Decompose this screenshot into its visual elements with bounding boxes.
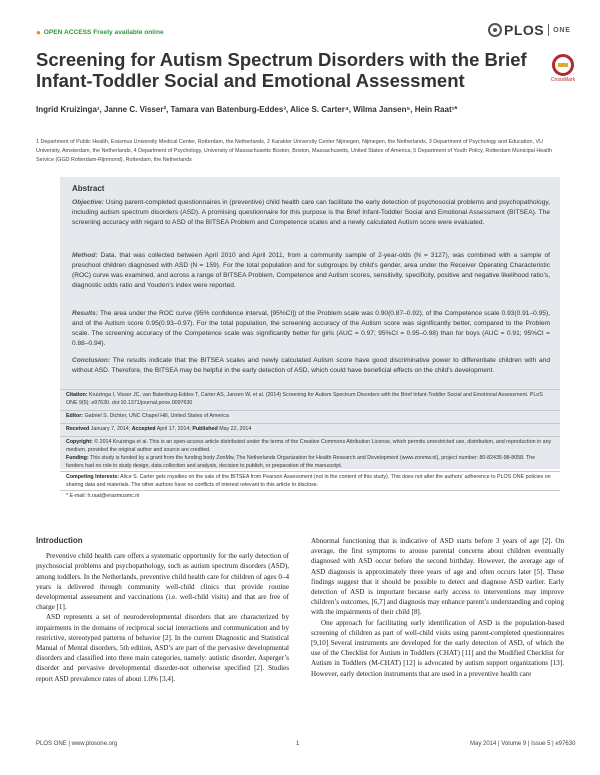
citation: [66, 392, 554, 407]
body-column-left: [36, 536, 289, 684]
published-date: May 22, 2014: [219, 426, 252, 432]
divider: [60, 389, 560, 390]
editor-text: Gabriel S. Dichter, UNC Chapel Hill, United States of America: [84, 413, 229, 419]
divider: [60, 423, 560, 424]
funding-label: Funding:: [66, 455, 89, 461]
body-paragraph: Preventive child health care offers a systematic opportunity for the early detection of psychosocial problems and psychopathology, such as autism spectrum disorders (ASD), among toddlers. In the Netherlands, preventive child health care for children of ages 0–4 years is delivered through community well-child clinics that provide routine developmental assessment and vaccinations (i.e. well-child visits) and that are free of charge [1].: [36, 552, 289, 612]
competing-text: Alice S. Carter gets royalties on the sale of the BITSEA from Pearson Assessment (not in the content of this study). This does not alter the authors’ adherence to PLOS ONE policies on sharing data and materials. The other authors have no conflicts of interest relevant to this article to disclose.: [66, 474, 551, 488]
accepted-date: April 17, 2014;: [156, 426, 191, 432]
results-label: Results:: [72, 310, 99, 317]
crossmark-icon: [552, 54, 574, 76]
received-label: Received: [66, 426, 90, 432]
footer-journal: PLOS ONE | www.plosone.org: [36, 741, 118, 747]
copyright-label: Copyright:: [66, 439, 93, 445]
open-access-icon: ●: [36, 28, 41, 37]
body-paragraph: ASD represents a set of neurodevelopmental disorders that are characterized by impairments in the domains of reciprocal social interactions and communication and by restrictive, stereotyped patterns of behavior [2]. In the current Diagnostic and Statistical Manual of Mental disorders, 5th edition, ASD’s are part of the pervasive developmental disorders and classified into three main categories, namely: autistic disorder, Asperger’s disorder and pervasive developmental disorder-not otherwise specified [2]. Studies report ASD prevalence rates of about 1.0% [3,4].: [36, 613, 289, 683]
results-text: The area under the ROC curve (95% confidence interval, [95%CI]) of the Problem scale was 0.90(0.87–0.92), of the Competence scale 0.93(0.91–0.95), and of the Autism score 0.95(0.93–0.97). For the total population, the screening accuracy of the Autism score was significantly better, compared to the Problem scale. The screening accuracy of the Competence scale was significantly better for girls (AUC = 0.97; 95%CI = 0.95–0.98) than for boys (AUC = 0.91; 95%CI = 0.88–0.94).: [72, 310, 550, 347]
conclusion-label: Conclusion:: [72, 357, 111, 364]
copyright: [66, 439, 554, 454]
introduction-heading: Introduction: [36, 536, 83, 545]
competing-label: Competing Interests:: [66, 474, 119, 480]
abstract-method: [72, 251, 550, 291]
abstract-heading: Abstract: [72, 184, 105, 193]
copyright-text: © 2014 Kruizinga et al. This is an open-access article distributed under the terms of the Creative Commons Attribution License, which permits unrestricted use, distribution, and reproduction in any medium, provided the original author and source are credited.: [66, 439, 552, 453]
funding-text: This study is funded by a grant from the funding body ZonMw, The Netherlands Organization for Health Research and Development (www.zonmw.nl), project number: 80-82435-98-8058. The funders had no role in study design, data collection and analysis, decision to publish, or preparation of the manuscript.: [66, 455, 536, 469]
crossmark-label: CrossMark: [550, 77, 576, 83]
abstract-results: [72, 309, 550, 349]
published-label: Published: [192, 426, 218, 432]
journal-logo-sub: ONE: [553, 26, 571, 34]
crossmark-badge[interactable]: [548, 54, 578, 83]
footer-issue: May 2014 | Volume 9 | Issue 5 | e97630: [470, 741, 576, 747]
corresponding-email[interactable]: * E-mail: h.raat@erasmusmc.nl: [66, 493, 140, 499]
body-paragraph: Abnormal functioning that is indicative of ASD starts before 3 years of age [2]. On average, the first symptoms to arouse parental concerns about children eventually diagnosed with ASD occur before the second birthday. However, the average age of ASD diagnosis is approximately three years of age and often occurs later [5]. These findings suggest that it should be possible to detect and diagnose ASD earlier. Early detection of ASD is important because early access to interventions may improve children’s outcomes, [6,7] and diagnosis may enhance parent’s understanding and coping with the impairments of their child [8].: [311, 537, 564, 617]
body-paragraph: One approach for facilitating early identification of ASD is the population-based screening of children as part of well-child visits using parent-completed questionnaires [9,10] Several instruments are developed for the early detection of ASD, of which the use of the Checklist for Autism in Toddlers (CHAT) [11] and the Modified Checklist for Autism in Toddlers (M-CHAT) [12] is advocated by autism support organizations [13]. However, early detection instruments that are used in a preventive health care: [311, 618, 564, 678]
affiliations: 1 Department of Public Health, Erasmus University Medical Center, Rotterdam, the Netherlands, 2 Karakter University Center Nijmegen, Nijmegen, the Netherlands, 3 Department of Psychology and Education, VU University, Amsterdam, the Netherlands, 4 Department of Psychology, University of Massachusetts Boston, Boston, Massachusetts, United States of America, 5 Department of Youth Policy, Rotterdam Municipal Health Service (GGD Rotterdam-Rijnmond), Rotterdam, the Netherlands: [36, 139, 552, 163]
citation-label: Citation:: [66, 392, 88, 398]
page-number: 1: [296, 741, 300, 747]
journal-logo: [488, 22, 571, 38]
editor: [66, 413, 554, 421]
received-date: January 7, 2014;: [90, 426, 131, 432]
logo-divider: [548, 24, 549, 36]
objective-text: Using parent-completed questionnaires in (preventive) child health care can facilitate the early detection of psychosocial problems and psychopathology, including autism spectrum disorders (ASD). A promising questionnaire for this purpose is the Brief Infant-Toddler Social and Emotional Assessment (BITSEA). The screening accuracy with regard to ASD of the BITSEA Problem and Competence scales and a newly calculated Autism score were evaluated.: [72, 199, 550, 226]
abstract-objective: [72, 198, 550, 228]
divider: [60, 490, 560, 491]
conclusion-text: The results indicate that the BITSEA scales and newly calculated Autism score have good discriminative power to differentiate children with and without ASD. Therefore, the BITSEA may be helpful in the early detection of ASD, which could have beneficial effects on the child’s development.: [72, 357, 550, 374]
objective-label: Objective:: [72, 199, 104, 206]
body-column-right: [311, 536, 564, 679]
author-list: Ingrid Kruizinga¹, Janne C. Visser², Tamara van Batenburg-Eddes³, Alice S. Carter⁴, Wilma Jansen⁵, Hein Raat¹*: [36, 105, 458, 114]
competing-interests: [66, 474, 554, 489]
plos-logo-icon: [488, 23, 502, 37]
method-label: Method:: [72, 252, 98, 259]
citation-text: Kruizinga I, Visser JC, van Batenburg-Eddes T, Carter AS, Jansen W, et al. (2014) Screening for Autism Spectrum Disorders with the Brief Infant-Toddler Social and Emotional Assessment. PLoS ONE 9(5): e97630. doi:10.1371/journal.pone.0097630: [66, 392, 543, 406]
open-access-text: OPEN ACCESS Freely available online: [43, 29, 164, 36]
editor-label: Editor:: [66, 413, 84, 419]
journal-logo-text: PLOS: [504, 22, 545, 38]
divider: [60, 410, 560, 411]
funding: [66, 455, 554, 470]
open-access-banner: [36, 28, 164, 37]
accepted-label: Accepted: [131, 426, 156, 432]
divider: [60, 471, 560, 472]
divider: [60, 436, 560, 437]
dates: [66, 426, 554, 434]
method-text: Data, that was collected between April 2010 and April 2011, from a community sample of 2-year-olds (N = 3127), was combined with a sample of preschool children diagnosed with ASD (N = 159). For the total population and for subgroups by child’s gender, area under the Receiver Operating Characteristic (ROC) curve was examined, and across a range of BITSEA Problem, Competence and Autism scores, sensitivity, specificity, positive and negative likelihood ratio’s, diagnostic odds ratio and Youden’s index were reported.: [72, 252, 550, 289]
article-title: Screening for Autism Spectrum Disorders with the Brief Infant-Toddler Social and Emotional Assessment: [36, 49, 527, 91]
abstract-conclusion: [72, 356, 550, 376]
